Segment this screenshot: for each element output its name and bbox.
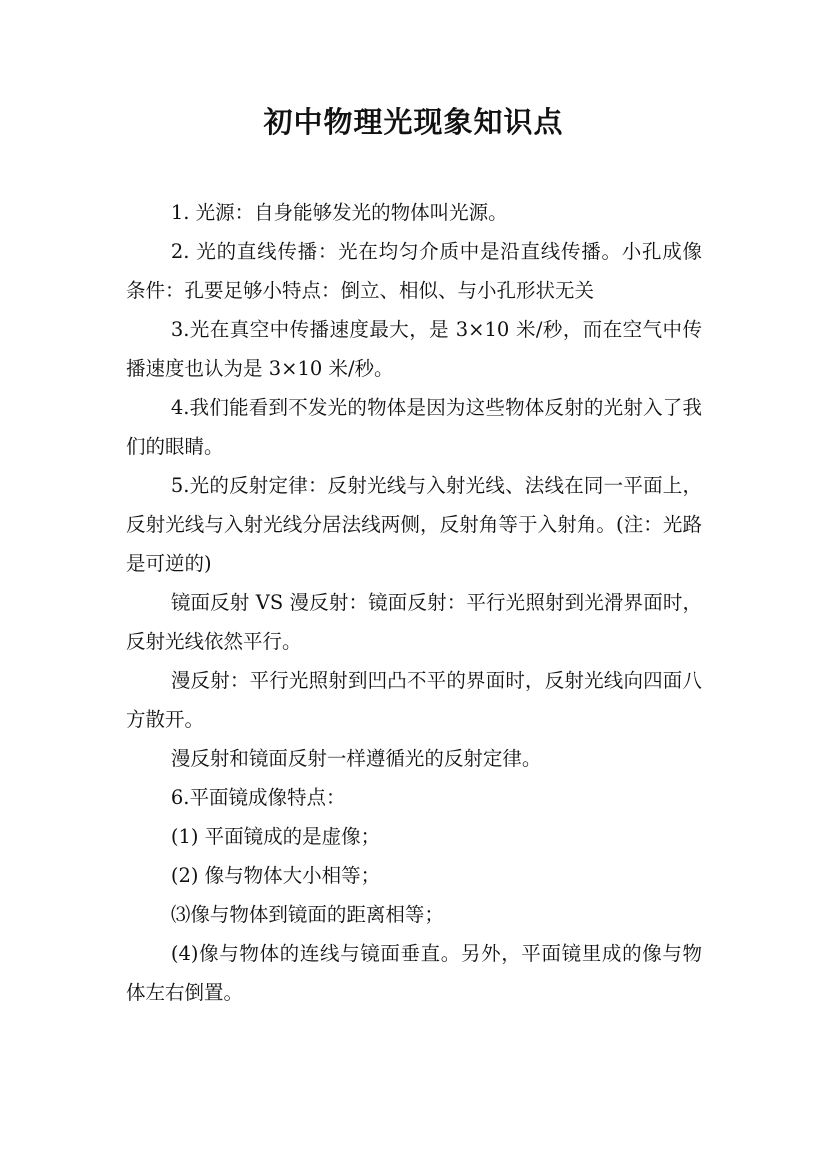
paragraph-seeing-objects: 4.我们能看到不发光的物体是因为这些物体反射的光射入了我们的眼睛。	[126, 396, 702, 458]
document-body	[126, 193, 702, 1012]
paragraph-specular-reflection: 镜面反射 VS 漫反射：镜面反射：平行光照射到光滑界面时，反射光线依然平行。	[126, 591, 702, 653]
list-item-perpendicular: (4)像与物体的连线与镜面垂直。另外，平面镜里成的像与物体左右倒置。	[126, 942, 702, 1004]
paragraph-light-source: 1. 光源：自身能够发光的物体叫光源。	[170, 201, 508, 224]
paragraph-both-follow-law: 漫反射和镜面反射一样遵循光的反射定律。	[170, 747, 542, 770]
paragraph-speed-of-light: 3.光在真空中传播速度最大，是 3×10 米/秒，而在空气中传播速度也认为是 3×10 米/秒。	[126, 318, 702, 380]
paragraph-plane-mirror-heading: 6.平面镜成像特点：	[170, 786, 346, 809]
list-item-equal-size: (2) 像与物体大小相等；	[170, 864, 381, 887]
paragraph-reflection-law: 5.光的反射定律：反射光线与入射光线、法线在同一平面上，反射光线与入射光线分居法线两侧，反射角等于入射角。(注：光路是可逆的)	[126, 474, 702, 575]
list-item-equal-distance: ⑶像与物体到镜面的距离相等；	[170, 903, 444, 926]
paragraph-straight-line-propagation: 2. 光的直线传播：光在均匀介质中是沿直线传播。小孔成像条件：孔要足够小特点：倒立、相似、与小孔形状无关	[126, 240, 702, 302]
document-title: 初中物理光现象知识点	[263, 105, 564, 139]
paragraph-diffuse-reflection: 漫反射：平行光照射到凹凸不平的界面时，反射光线向四面八方散开。	[126, 669, 702, 731]
list-item-virtual-image: (1) 平面镜成的是虚像；	[170, 825, 381, 848]
